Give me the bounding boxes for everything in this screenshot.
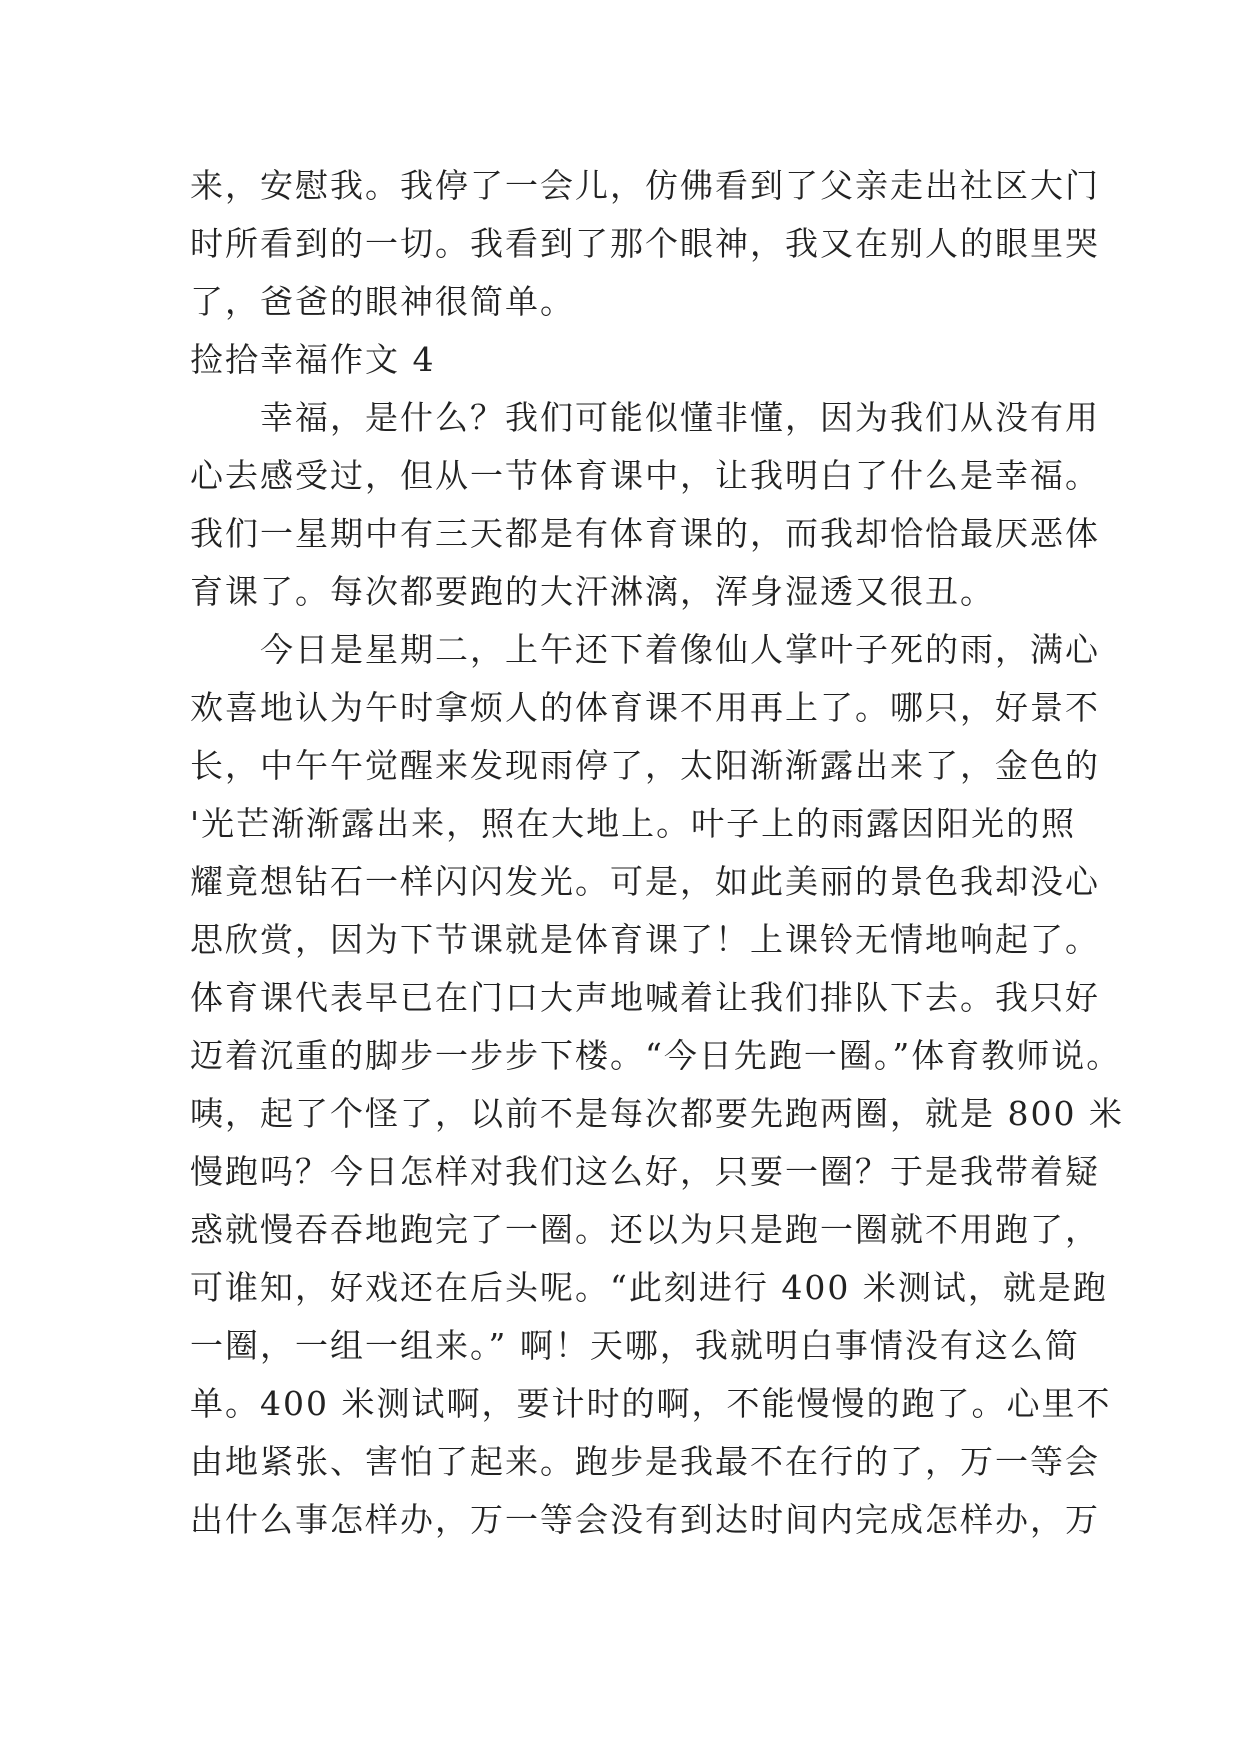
text-line: 思欣赏，因为下节课就是体育课了！上课铃无情地响起了。 [190, 920, 1100, 959]
text-line: 咦，起了个怪了，以前不是每次都要先跑两圈，就是 800 米 [190, 1094, 1124, 1133]
text-line: 耀竟想钻石一样闪闪发光。可是，如此美丽的景色我却没心 [190, 862, 1100, 901]
text-line: 欢喜地认为午时拿烦人的体育课不用再上了。哪只，好景不 [190, 688, 1100, 727]
text-line: 慢跑吗？今日怎样对我们这么好，只要一圈？于是我带着疑 [190, 1152, 1100, 1191]
text-line: 幸福，是什么？我们可能似懂非懂，因为我们从没有用 [260, 398, 1100, 437]
text-line: 来，安慰我。我停了一会儿，仿佛看到了父亲走出社区大门 [190, 166, 1100, 205]
text-line: 一圈，一组一组来。” 啊！天哪，我就明白事情没有这么简 [190, 1326, 1080, 1365]
text-line: 了，爸爸的眼神很简单。 [190, 282, 575, 321]
text-line: 长，中午午觉醒来发现雨停了，太阳渐渐露出来了，金色的 [190, 746, 1100, 785]
text-line: 我们一星期中有三天都是有体育课的，而我却恰恰最厌恶体 [190, 514, 1100, 553]
text-line: 今日是星期二，上午还下着像仙人掌叶子死的雨，满心 [260, 630, 1100, 669]
text-line: 出什么事怎样办，万一等会没有到达时间内完成怎样办，万 [190, 1500, 1100, 1539]
text-line: 迈着沉重的脚步一步步下楼。“今日先跑一圈。”体育教师说。 [190, 1036, 1122, 1075]
section-heading: 捡拾幸福作文 4 [190, 340, 436, 379]
text-line: '光芒渐渐露出来，照在大地上。叶子上的雨露因阳光的照 [190, 804, 1077, 843]
text-line: 可谁知，好戏还在后头呢。“此刻进行 400 米测试，就是跑 [190, 1268, 1108, 1307]
text-line: 时所看到的一切。我看到了那个眼神，我又在别人的眼里哭 [190, 224, 1100, 263]
text-line: 单。400 米测试啊，要计时的啊，不能慢慢的跑了。心里不 [190, 1384, 1112, 1423]
text-line: 体育课代表早已在门口大声地喊着让我们排队下去。我只好 [190, 978, 1100, 1017]
text-line: 由地紧张、害怕了起来。跑步是我最不在行的了，万一等会 [190, 1442, 1100, 1481]
text-line: 心去感受过，但从一节体育课中，让我明白了什么是幸福。 [190, 456, 1100, 495]
text-line: 惑就慢吞吞地跑完了一圈。还以为只是跑一圈就不用跑了， [190, 1210, 1100, 1249]
text-line: 育课了。每次都要跑的大汗淋漓，浑身湿透又很丑。 [190, 572, 995, 611]
essay-body [190, 157, 1124, 1549]
